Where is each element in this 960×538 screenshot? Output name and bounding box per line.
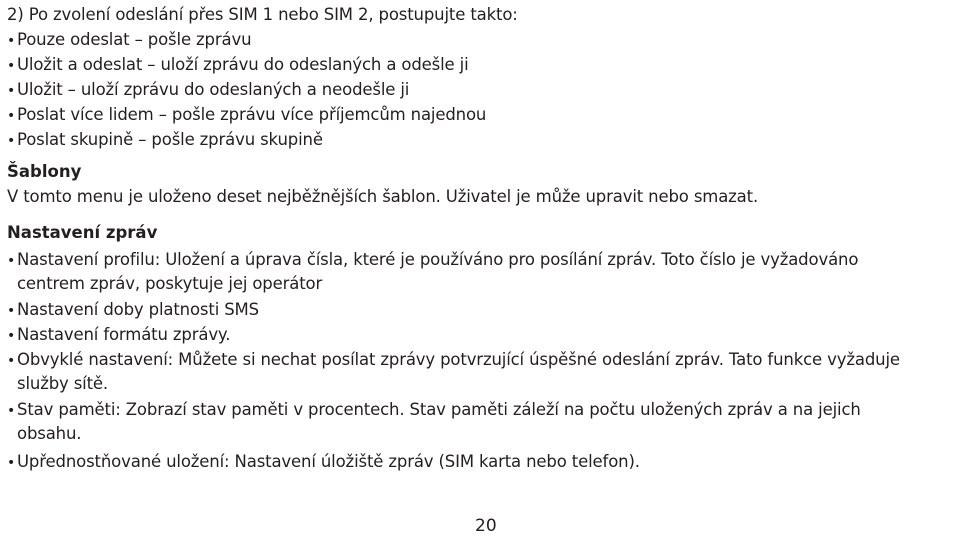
bullet: • (7, 455, 16, 471)
settings-item-continuation: obsahu. (17, 424, 82, 443)
bullet: • (7, 403, 16, 419)
settings-item (7, 348, 900, 373)
settings-item-text: Nastavení doby platnosti SMS (17, 300, 259, 319)
settings-item (7, 248, 858, 273)
bullet: • (7, 83, 16, 99)
send-option-text: Pouze odeslat – pošle zprávu (17, 30, 252, 49)
send-option-text: Poslat skupině – pošle zprávu skupině (17, 130, 323, 149)
bullet: • (7, 133, 16, 149)
settings-item-text: Nastavení formátu zprávy. (17, 325, 231, 344)
bullet: • (7, 58, 16, 74)
send-option-item (7, 103, 486, 128)
send-option-text: Uložit – uloží zprávu do odeslaných a neodešle ji (17, 80, 410, 99)
settings-heading: Nastavení zpráv (7, 223, 158, 242)
settings-item-text: Nastavení profilu: Uložení a úprava čísla, které je používáno pro posílání zpráv. Toto číslo je vyžadováno (17, 250, 859, 269)
bullet: • (7, 33, 16, 49)
settings-item (7, 323, 230, 348)
settings-item-continuation: služby sítě. (17, 374, 109, 393)
bullet: • (7, 303, 16, 319)
settings-item (7, 298, 259, 323)
bullet: • (7, 253, 16, 269)
settings-item-text: Upřednostňované uložení: Nastavení úložiště zpráv (SIM karta nebo telefon). (17, 452, 640, 471)
settings-item (7, 398, 861, 423)
templates-heading: Šablony (7, 162, 82, 181)
intro-text: 2) Po zvolení odeslání přes SIM 1 nebo SIM 2, postupujte takto: (7, 5, 518, 24)
templates-text: V tomto menu je uloženo deset nejběžnějších šablon. Uživatel je může upravit nebo smazat. (7, 187, 759, 206)
settings-item-text: Stav paměti: Zobrazí stav paměti v procentech. Stav paměti záleží na počtu uložených zpráv a na jejich (17, 400, 861, 419)
page-number: 20 (475, 516, 497, 536)
send-option-item (7, 53, 469, 78)
send-option-item (7, 128, 323, 153)
settings-item (7, 450, 640, 475)
send-option-item (7, 28, 251, 53)
settings-item-text: Obvyklé nastavení: Můžete si nechat posílat zprávy potvrzující úspěšné odeslání zpráv. Tato funkce vyžaduje (17, 350, 900, 369)
bullet: • (7, 108, 16, 124)
send-option-text: Poslat více lidem – pošle zprávu více příjemcům najednou (17, 105, 487, 124)
bullet: • (7, 328, 16, 344)
settings-item-continuation: centrem zpráv, poskytuje jej operátor (17, 274, 323, 293)
bullet: • (7, 353, 16, 369)
send-option-item (7, 78, 409, 103)
send-option-text: Uložit a odeslat – uloží zprávu do odeslaných a odešle ji (17, 55, 469, 74)
